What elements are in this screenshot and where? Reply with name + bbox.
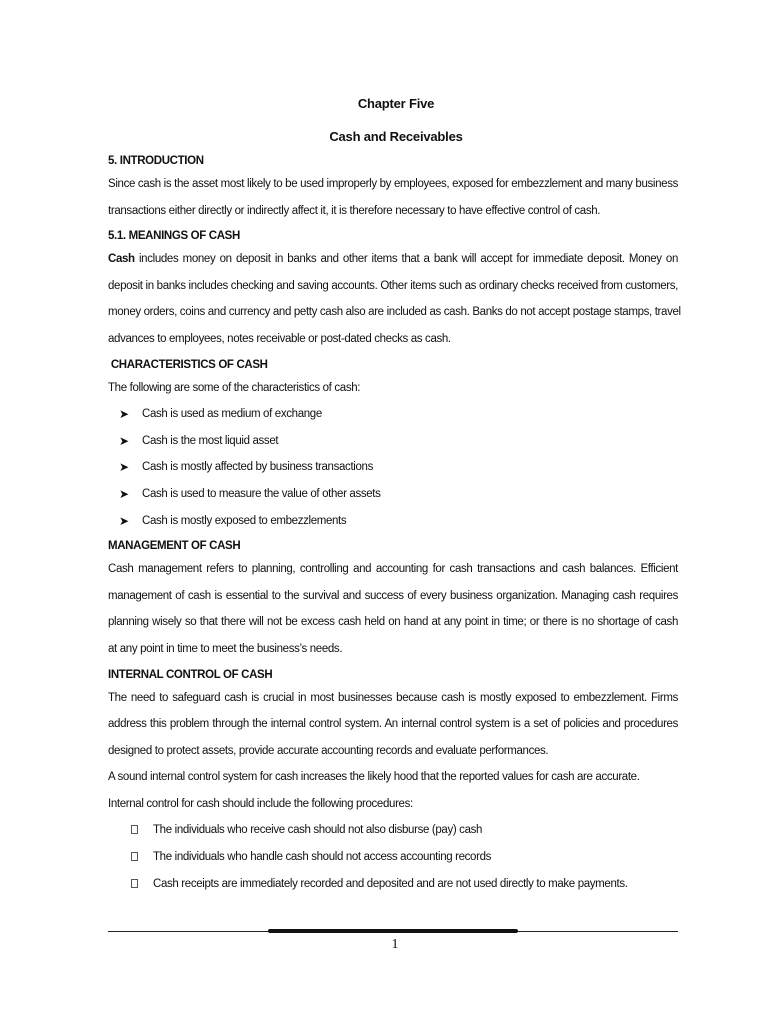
arrow-bullet-icon: ➤ [119,513,129,528]
chapter-title: Chapter Five [357,96,435,111]
footer-divider-thick-line [268,929,518,933]
list-item-text: Cash is mostly affected by business transactions [142,461,373,474]
list-item-text: Cash is mostly exposed to embezzlements [142,514,347,527]
box-bullet-icon [131,879,138,888]
list-item-text: Cash receipts are immediately recorded and deposited and are not used directly to make payments. [153,877,628,890]
list-item [108,508,678,535]
section-heading-management: MANAGEMENT OF CASH [108,540,241,553]
paragraph-line: The need to safeguard cash is crucial in most businesses because cash is mostly exposed to embezzlement. Firms [108,691,678,704]
procedures-intro: Internal control for cash should include the following procedures: [108,797,413,810]
section-heading-internal-control: INTERNAL CONTROL OF CASH [108,668,273,681]
paragraph-line: at any point in time to meet the business’s needs. [108,642,343,655]
paragraph-line [108,246,678,273]
paragraph-line: planning wisely so that there will not be excess cash held on hand at any point in time; or there is no shortage of cash [108,616,678,629]
box-bullet-icon [131,852,138,861]
box-bullet-icon [131,825,138,834]
section-heading-introduction: 5. INTRODUCTION [108,155,204,167]
characteristics-list [108,401,678,534]
internal-control-paragraph [108,685,678,765]
meanings-paragraph [108,246,681,352]
list-item [108,871,678,898]
paragraph-line: management of cash is essential to the survival and success of every business organization. Managing cash requires [108,589,678,602]
arrow-bullet-icon: ➤ [119,407,129,422]
list-item [108,481,678,508]
list-item-text: Cash is used to measure the value of other assets [142,487,381,500]
paragraph-line: Cash management refers to planning, controlling and accounting for cash transactions and cash balances. Efficient [108,563,678,576]
arrow-bullet-icon: ➤ [119,486,129,501]
paragraph-line-text: includes money on deposit in banks and other items that a bank will accept for immediate deposit. Money on [134,253,678,266]
page-number: 1 [391,937,399,952]
paragraph-line: address this problem through the internal control system. An internal control system is a set of policies and procedures [108,718,678,731]
procedures-list [108,817,678,897]
list-item-text: The individuals who receive cash should not also disburse (pay) cash [153,824,483,837]
section-heading-characteristics: CHARACTERISTICS OF CASH [108,358,268,371]
footer-divider [108,929,678,933]
paragraph-line: transactions either directly or indirectly affect it, it is therefore necessary to have effective control of cash. [108,204,601,217]
document-body [108,92,681,897]
list-item-text: The individuals who handle cash should not access accounting records [153,851,492,864]
paragraph-line: Since cash is the asset most likely to be used improperly by employees, exposed for embezzlement and many business [108,178,678,190]
chapter-subtitle: Cash and Receivables [329,129,463,144]
list-item-text: Cash is used as medium of exchange [142,408,322,421]
management-paragraph [108,556,678,662]
list-item [108,428,678,455]
introduction-paragraph [108,171,678,224]
sound-control-sentence: A sound internal control system for cash increases the likely hood that the reported values for cash are accurate. [108,771,640,784]
cash-term: Cash [108,253,135,266]
arrow-bullet-icon: ➤ [119,433,129,448]
list-item [108,844,678,871]
arrow-bullet-icon: ➤ [119,460,129,475]
paragraph-line: deposit in banks includes checking and saving accounts. Other items such as ordinary checks received from customers, [108,279,678,292]
paragraph-line: designed to protect assets, provide accurate accounting records and evaluate performances. [108,744,549,757]
paragraph-line: money orders, coins and currency and petty cash also are included as cash. Banks do not accept postage stamps, travel [108,306,681,319]
paragraph-line: advances to employees, notes receivable or post-dated checks as cash. [108,332,451,345]
section-heading-meanings: 5.1. MEANINGS OF CASH [108,230,240,243]
list-item [108,401,678,428]
list-item-text: Cash is the most liquid asset [142,434,279,447]
list-item [108,817,678,844]
list-item [108,454,678,481]
characteristics-intro: The following are some of the characteristics of cash: [108,381,361,394]
